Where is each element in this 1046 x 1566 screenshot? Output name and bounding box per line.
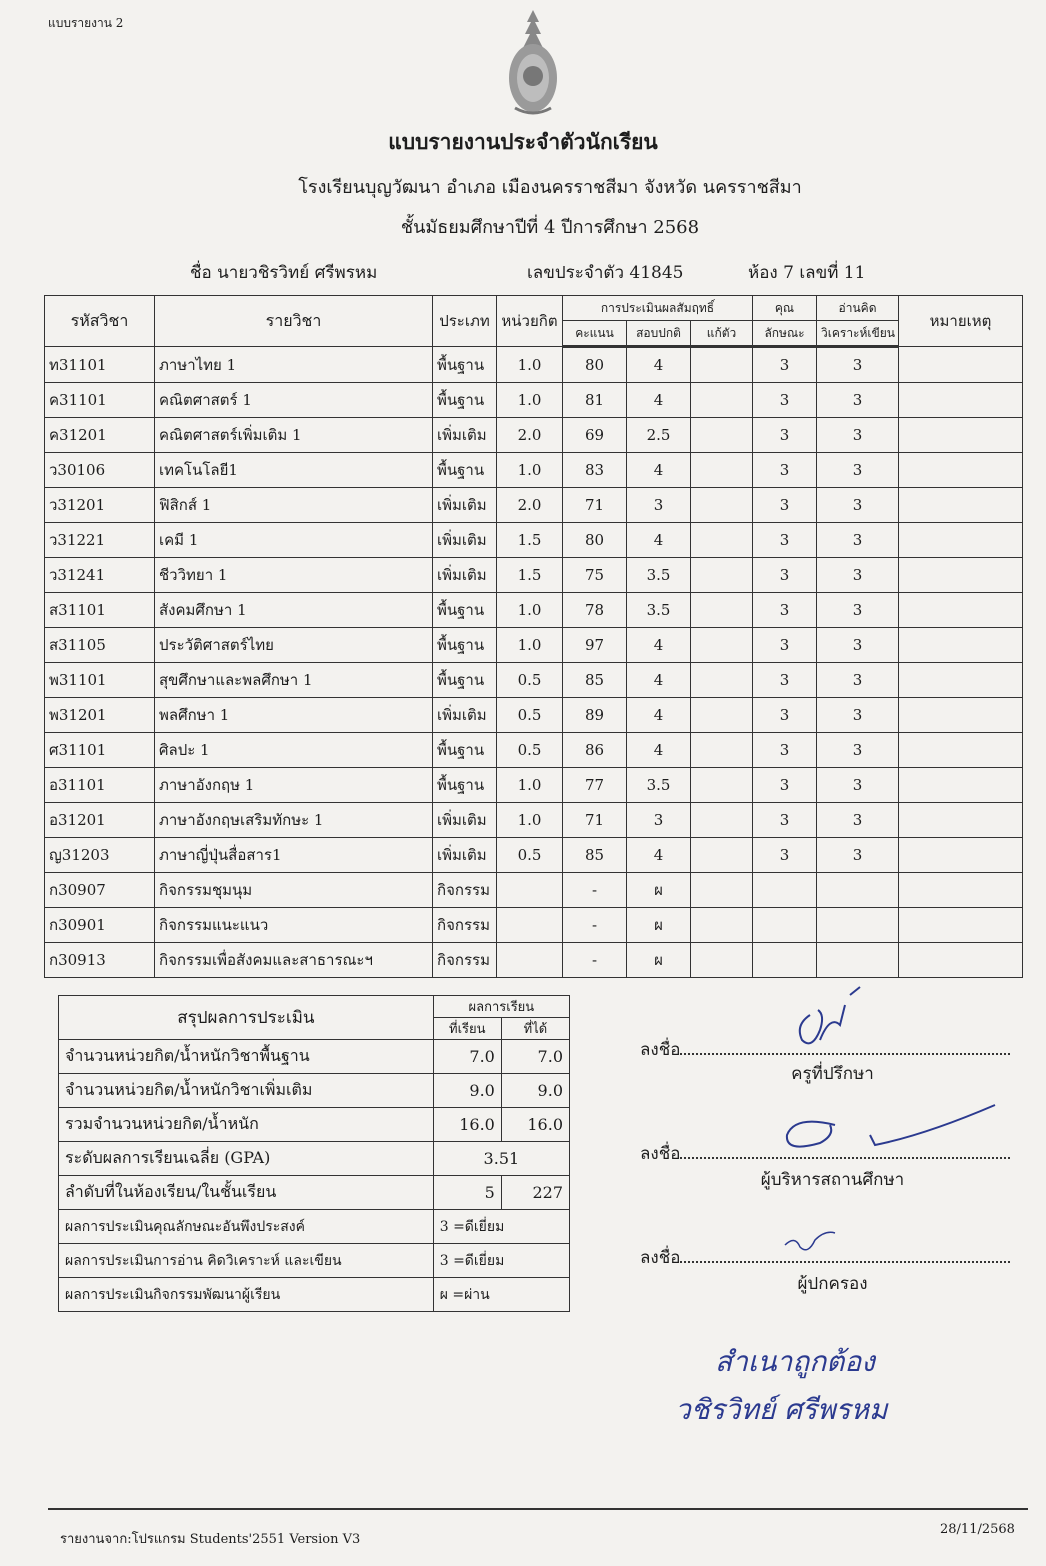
footer-divider [48,1508,1028,1510]
subject-grade: 4 [627,383,691,418]
subject-character: 3 [753,453,817,488]
header-type: ประเภท [433,296,497,347]
gpa-value: 3.51 [433,1142,569,1176]
student-room: ห้อง 7 เลขที่ 11 [748,263,866,283]
advisor-signature-icon [790,985,890,1050]
subject-remark [899,768,1023,803]
subject-rtw [817,943,899,978]
subject-character: 3 [753,768,817,803]
subject-credit: 1.0 [497,383,563,418]
summary-col-earned: ที่ได้ [501,1018,569,1040]
summary-row [59,1142,570,1176]
subject-name: ภาษาอังกฤษ 1 [155,768,433,803]
summary-value: 7.0 [501,1040,569,1074]
subject-rtw: 3 [817,488,899,523]
summary-value: 16.0 [433,1108,501,1142]
subject-remark [899,347,1023,383]
subject-grade: 3.5 [627,558,691,593]
subject-score: 80 [563,523,627,558]
header-code: รหัสวิชา [45,296,155,347]
header-remark: หมายเหตุ [899,296,1023,347]
header-subject: รายวิชา [155,296,433,347]
subject-grade: 4 [627,698,691,733]
school-line: โรงเรียนบุญวัฒนา อำเภอ เมืองนครราชสีมา จังหวัด นครราชสีมา [298,177,802,198]
subject-grade: ผ [627,908,691,943]
subject-type: พื้นฐาน [433,733,497,768]
subject-type: พื้นฐาน [433,593,497,628]
subject-grade: 4 [627,347,691,383]
subject-grade: 2.5 [627,418,691,453]
sign-label: ลงชื่อ [640,1144,681,1164]
subject-code: ก30907 [45,873,155,908]
subject-name: สังคมศึกษา 1 [155,593,433,628]
subject-code: ค31101 [45,383,155,418]
subject-character [753,943,817,978]
subject-type: เพิ่มเติม [433,698,497,733]
summary-row [59,1176,570,1210]
summary-label: ลำดับที่ในห้องเรียน/ในชั้นเรียน [59,1176,434,1210]
table-row [45,663,1023,698]
student-name: ชื่อ นายวชิรวิทย์ ศรีพรหม [190,263,378,283]
summary-row [59,1040,570,1074]
subject-name: ศิลปะ 1 [155,733,433,768]
subject-credit: 0.5 [497,733,563,768]
subject-retake [691,558,753,593]
subject-score: - [563,943,627,978]
table-row [45,838,1023,873]
subject-code: ก30901 [45,908,155,943]
subject-character: 3 [753,733,817,768]
director-signature-icon [775,1095,1005,1155]
summary-label: ผลการประเมินกิจกรรมพัฒนาผู้เรียน [59,1278,434,1312]
subject-credit: 0.5 [497,838,563,873]
subject-name: ภาษาญี่ปุ่นสื่อสาร1 [155,838,433,873]
subject-score: 81 [563,383,627,418]
subject-grade: ผ [627,943,691,978]
subject-credit: 1.0 [497,453,563,488]
subject-type: เพิ่มเติม [433,803,497,838]
header-char-bottom: ลักษณะ [753,321,817,347]
header-rtw-top: อ่านคิด [817,296,899,321]
summary-row [59,1244,570,1278]
subject-credit: 2.0 [497,418,563,453]
subject-credit: 0.5 [497,698,563,733]
subject-name: กิจกรรมแนะแนว [155,908,433,943]
parent-signature-icon [780,1225,840,1255]
subject-type: เพิ่มเติม [433,838,497,873]
subject-credit: 1.5 [497,523,563,558]
subject-name: ประวัติศาสตร์ไทย [155,628,433,663]
subject-type: พื้นฐาน [433,383,497,418]
subject-score: 69 [563,418,627,453]
table-row [45,383,1023,418]
footer-date: 28/11/2568 [940,1522,1015,1537]
table-row [45,873,1023,908]
subject-remark [899,488,1023,523]
subject-grade: 3.5 [627,768,691,803]
subject-type: กิจกรรม [433,943,497,978]
subject-rtw: 3 [817,628,899,663]
subject-score: - [563,908,627,943]
header-normal: สอบปกติ [627,321,691,347]
subject-type: เพิ่มเติม [433,558,497,593]
subject-type: พื้นฐาน [433,663,497,698]
subject-rtw: 3 [817,803,899,838]
subject-type: เพิ่มเติม [433,488,497,523]
subject-rtw: 3 [817,768,899,803]
table-row [45,768,1023,803]
subject-type: พื้นฐาน [433,768,497,803]
summary-label: ผลการประเมินคุณลักษณะอันพึงประสงค์ [59,1210,434,1244]
subject-character: 3 [753,347,817,383]
subject-name: กิจกรรมชุมนุม [155,873,433,908]
subject-character: 3 [753,558,817,593]
summary-label: จำนวนหน่วยกิต/น้ำหนักวิชาเพิ่มเติม [59,1074,434,1108]
summary-row [59,1210,570,1244]
student-id: เลขประจำตัว 41845 [527,263,684,283]
handwritten-name: วชิรวิทย์ ศรีพรหม [675,1393,888,1426]
subject-character: 3 [753,418,817,453]
subject-code: พ31101 [45,663,155,698]
header-char-top: คุณ [753,296,817,321]
table-row [45,347,1023,383]
summary-label: ผลการประเมินการอ่าน คิดวิเคราะห์ และเขียน [59,1244,434,1278]
subject-code: ศ31101 [45,733,155,768]
subject-score: 77 [563,768,627,803]
subject-score: 97 [563,628,627,663]
grades-table [44,295,1023,978]
subject-credit: 0.5 [497,663,563,698]
subject-retake [691,593,753,628]
parent-title: ผู้ปกครอง [797,1274,868,1294]
subject-score: 89 [563,698,627,733]
subject-retake [691,418,753,453]
subject-type: กิจกรรม [433,908,497,943]
subject-code: อ31101 [45,768,155,803]
form-id: แบบรายงาน 2 [48,16,124,30]
subject-score: 78 [563,593,627,628]
summary-value: 7.0 [433,1040,501,1074]
subject-rtw [817,873,899,908]
subject-grade: 4 [627,838,691,873]
subject-code: พ31201 [45,698,155,733]
subject-score: 85 [563,663,627,698]
sign-label: ลงชื่อ [640,1040,681,1060]
subject-name: พลศึกษา 1 [155,698,433,733]
subject-remark [899,873,1023,908]
subject-retake [691,733,753,768]
subject-grade: 4 [627,453,691,488]
footer-source: รายงานจาก:โปรแกรม Students'2551 Version V3 [60,1532,361,1547]
rank-grade: 227 [501,1176,569,1210]
subject-rtw: 3 [817,663,899,698]
subject-type: พื้นฐาน [433,347,497,383]
school-emblem-icon [505,8,561,118]
summary-label: รวมจำนวนหน่วยกิต/น้ำหนัก [59,1108,434,1142]
subject-name: ฟิสิกส์ 1 [155,488,433,523]
summary-label: จำนวนหน่วยกิต/น้ำหนักวิชาพื้นฐาน [59,1040,434,1074]
subject-rtw: 3 [817,558,899,593]
subject-retake [691,698,753,733]
subject-rtw: 3 [817,838,899,873]
subject-name: ภาษาไทย 1 [155,347,433,383]
subject-character [753,873,817,908]
subject-score: - [563,873,627,908]
subject-rtw: 3 [817,453,899,488]
subject-character: 3 [753,383,817,418]
subject-rtw: 3 [817,698,899,733]
subject-retake [691,523,753,558]
subject-name: คณิตศาสตร์ 1 [155,383,433,418]
subject-credit: 2.0 [497,488,563,523]
subject-name: เคมี 1 [155,523,433,558]
subject-grade: ผ [627,873,691,908]
summary-value: 9.0 [501,1074,569,1108]
subject-type: กิจกรรม [433,873,497,908]
subject-remark [899,628,1023,663]
subject-grade: 4 [627,663,691,698]
subject-rtw [817,908,899,943]
table-row [45,908,1023,943]
subject-character: 3 [753,593,817,628]
table-row [45,803,1023,838]
subject-retake [691,383,753,418]
subject-remark [899,418,1023,453]
subject-character: 3 [753,803,817,838]
header-rtw-bottom: วิเคราะห์เขียน [817,321,899,347]
subject-name: เทคโนโลยี1 [155,453,433,488]
subject-retake [691,768,753,803]
summary-col-taken: ที่เรียน [433,1018,501,1040]
subject-grade: 4 [627,523,691,558]
subject-grade: 3 [627,803,691,838]
subject-remark [899,838,1023,873]
subject-rtw: 3 [817,523,899,558]
subject-remark [899,453,1023,488]
subject-code: ว31221 [45,523,155,558]
subject-score: 71 [563,803,627,838]
certified-copy-note: สำเนาถูกต้อง [715,1345,875,1378]
subject-code: ค31201 [45,418,155,453]
subject-retake [691,663,753,698]
table-row [45,698,1023,733]
subject-name: สุขศึกษาและพลศึกษา 1 [155,663,433,698]
table-row [45,733,1023,768]
subject-rtw: 3 [817,418,899,453]
subject-code: ส31105 [45,628,155,663]
table-row [45,593,1023,628]
subject-type: พื้นฐาน [433,453,497,488]
subject-retake [691,803,753,838]
subject-grade: 3.5 [627,593,691,628]
subject-rtw: 3 [817,383,899,418]
subject-score: 71 [563,488,627,523]
subject-retake [691,628,753,663]
subject-type: เพิ่มเติม [433,523,497,558]
subject-remark [899,383,1023,418]
subject-name: คณิตศาสตร์เพิ่มเติม 1 [155,418,433,453]
subject-remark [899,698,1023,733]
advisor-title: ครูที่ปรึกษา [791,1064,874,1084]
summary-table [58,995,570,1312]
subject-credit: 1.0 [497,803,563,838]
subject-rtw: 3 [817,593,899,628]
subject-code: ก30913 [45,943,155,978]
summary-value: 9.0 [433,1074,501,1108]
header-achievement: การประเมินผลสัมฤทธิ์ [563,296,753,321]
subject-code: อ31201 [45,803,155,838]
sign-label: ลงชื่อ [640,1248,681,1268]
subject-credit: 1.0 [497,593,563,628]
subject-credit [497,943,563,978]
table-row [45,523,1023,558]
grade-line: ชั้นมัธยมศึกษาปีที่ 4 ปีการศึกษา 2568 [400,217,700,238]
subject-remark [899,523,1023,558]
subject-rtw: 3 [817,733,899,768]
header-score: คะแนน [563,321,627,347]
table-row [45,628,1023,663]
summary-results-header: ผลการเรียน [433,996,569,1018]
table-row [45,943,1023,978]
subject-score: 85 [563,838,627,873]
subject-credit: 1.0 [497,628,563,663]
table-row [45,453,1023,488]
subject-credit [497,873,563,908]
subject-character: 3 [753,488,817,523]
subject-retake [691,838,753,873]
table-row [45,418,1023,453]
subject-credit: 1.0 [497,768,563,803]
summary-value: ผ =ผ่าน [433,1278,569,1312]
subject-retake [691,488,753,523]
subject-credit: 1.0 [497,347,563,383]
director-title: ผู้บริหารสถานศึกษา [760,1170,905,1190]
header-retake: แก้ตัว [691,321,753,347]
subject-remark [899,593,1023,628]
subject-score: 75 [563,558,627,593]
subject-code: ว31201 [45,488,155,523]
subject-score: 80 [563,347,627,383]
subject-grade: 4 [627,733,691,768]
rank-room: 5 [433,1176,501,1210]
subject-remark [899,663,1023,698]
summary-value: 3 =ดีเยี่ยม [433,1210,569,1244]
subject-code: ท31101 [45,347,155,383]
subject-retake [691,347,753,383]
subject-remark [899,803,1023,838]
subject-remark [899,943,1023,978]
subject-grade: 3 [627,488,691,523]
subject-remark [899,558,1023,593]
subject-name: ชีววิทยา 1 [155,558,433,593]
subject-name: ภาษาอังกฤษเสริมทักษะ 1 [155,803,433,838]
subject-rtw: 3 [817,347,899,383]
summary-value: 16.0 [501,1108,569,1142]
table-row [45,558,1023,593]
summary-row [59,1074,570,1108]
subject-code: ว30106 [45,453,155,488]
subject-retake [691,453,753,488]
summary-title: สรุปผลการประเมิน [59,996,434,1040]
subject-credit: 1.5 [497,558,563,593]
subject-score: 83 [563,453,627,488]
subject-grade: 4 [627,628,691,663]
summary-value: 3 =ดีเยี่ยม [433,1244,569,1278]
subject-retake [691,873,753,908]
subject-retake [691,908,753,943]
summary-row [59,1108,570,1142]
subject-code: ว31241 [45,558,155,593]
report-title: แบบรายงานประจำตัวนักเรียน [388,129,658,154]
subject-retake [691,943,753,978]
table-row [45,488,1023,523]
subject-name: กิจกรรมเพื่อสังคมและสาธารณะฯ [155,943,433,978]
header-credit: หน่วยกิต [497,296,563,347]
subject-character: 3 [753,698,817,733]
subject-character: 3 [753,628,817,663]
subject-type: พื้นฐาน [433,628,497,663]
subject-credit [497,908,563,943]
subject-code: ส31101 [45,593,155,628]
subject-character [753,908,817,943]
summary-label: ระดับผลการเรียนเฉลี่ย (GPA) [59,1142,434,1176]
subject-character: 3 [753,523,817,558]
subject-remark [899,908,1023,943]
summary-row [59,1278,570,1312]
subject-remark [899,733,1023,768]
subject-character: 3 [753,663,817,698]
subject-character: 3 [753,838,817,873]
subject-score: 86 [563,733,627,768]
subject-code: ญ31203 [45,838,155,873]
subject-type: เพิ่มเติม [433,418,497,453]
